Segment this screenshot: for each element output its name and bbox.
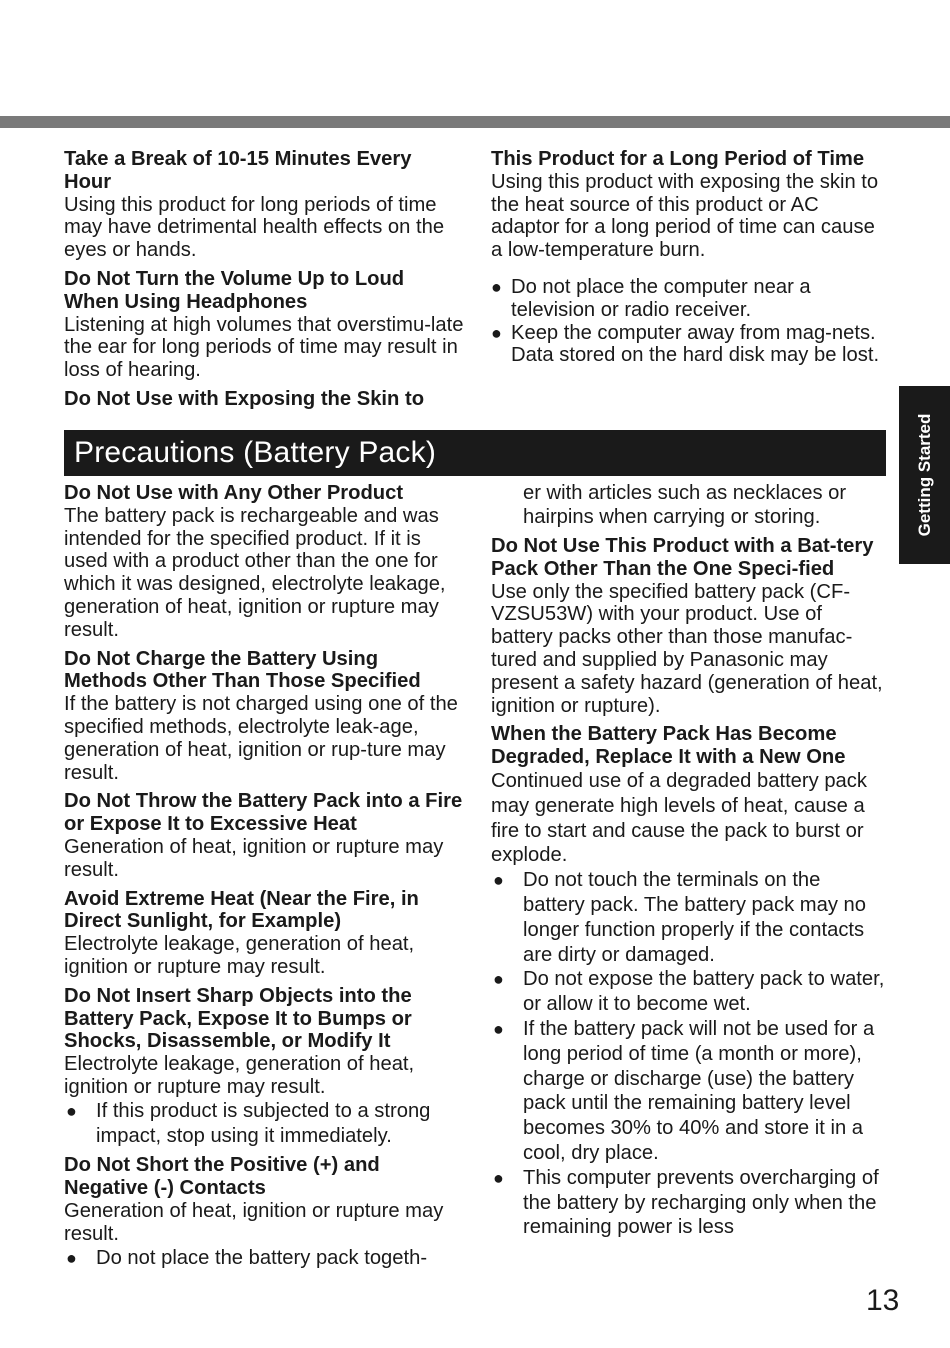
section-body: Generation of heat, ignition or rupture may result.: [64, 835, 444, 881]
section-body: If the battery is not charged using one of the specified methods, electrolyte leak-age, generation of heat, ignition or rup-ture may result.: [64, 693, 458, 784]
section-body: Using this product with exposing the skin to the heat source of this product or AC adaptor for a long period of time can cause a low-temperature burn.: [491, 170, 879, 262]
continued-bullet: [491, 482, 886, 529]
section-heading: Do Not Throw the Battery Pack into a Fire or Expose It to Excessive Heat: [64, 790, 463, 836]
section-body: Using this product for long periods of time may have detrimental health effects on the eyes or hands.: [64, 193, 445, 262]
section-body: Use only the specified battery pack (CF-VZSU53W) with your product. Use of battery packs other than those manufac-tured and supplied by Panasonic may present a safety hazard (generation of heat, ignition or rupture).: [491, 580, 883, 717]
bottom-left-column: [64, 482, 464, 1276]
section-degraded: [491, 723, 886, 868]
bullet-icon: ●: [66, 1100, 77, 1121]
section-heading: Avoid Extreme Heat (Near the Fire, in Direct Sunlight, for Example): [64, 887, 419, 933]
bullet-icon: ●: [493, 969, 504, 990]
section-short-contacts: [64, 1154, 464, 1270]
section-heading: When the Battery Pack Has Become Degraded, Replace It with a New One: [491, 723, 846, 769]
section-body: Continued use of a degraded battery pack may generate high levels of heat, cause a fire to start and cause the pack to burst or explode.: [491, 769, 867, 867]
section-body: Electrolyte leakage, generation of heat, ignition or rupture may result.: [64, 933, 415, 978]
section-charge-methods: [64, 648, 464, 785]
section-sharp-objects: [64, 985, 464, 1149]
bullet-icon: ●: [493, 1167, 504, 1188]
section-volume: [64, 268, 464, 382]
bullet-list: [64, 1246, 464, 1271]
section-body: Generation of heat, ignition or rupture may result.: [64, 1199, 444, 1245]
list-item: ● Do not expose the battery pack to water, or allow it to become wet.: [493, 968, 885, 1016]
section-heading: Do Not Short the Positive (+) and Negative (-) Contacts: [64, 1154, 380, 1200]
section-heading: Take a Break of 10-15 Minutes Every Hour: [64, 148, 412, 193]
list-item: ● Do not place the computer near a television or radio receiver.: [491, 275, 811, 321]
section-heading: Do Not Use with Exposing the Skin to: [64, 387, 425, 410]
bottom-right-column: [491, 482, 886, 1240]
section-other-battery: [491, 535, 886, 717]
bullet-icon: ●: [66, 1247, 77, 1268]
section-other-product: [64, 482, 464, 642]
list-item: ● Do not touch the terminals on the battery pack. The battery pack may no longer function properly if the contacts are dirty or damaged.: [493, 869, 866, 966]
bullet-icon: ●: [491, 276, 502, 297]
top-left-column: [64, 148, 464, 417]
page-number: 13: [866, 1284, 900, 1317]
side-tab: [899, 386, 950, 564]
list-item: ● If the battery pack will not be used for a long period of time (a month or more), charge or discharge (use) the battery pack until the remaining battery level becomes 30% to 40% and store it in a cool, dry place.: [493, 1017, 875, 1164]
bullet-icon: ●: [493, 1018, 504, 1039]
section-fire: [64, 790, 464, 881]
bullet-icon: ●: [493, 870, 504, 891]
section-heading: This Product for a Long Period of Time: [491, 148, 865, 170]
list-item: ● If this product is subjected to a strong impact, stop using it immediately.: [66, 1099, 431, 1147]
side-tab-label: Getting Started: [914, 413, 934, 537]
bullet-list: [64, 1099, 464, 1149]
section-body: The battery pack is rechargeable and was intended for the specified product. If it is used with a product other than the one for which it was designed, electrolyte leakage, generation of heat, ignition or rupture may result.: [64, 504, 446, 641]
section-banner: Precautions (Battery Pack): [64, 430, 886, 476]
section-body: Listening at high volumes that overstimu-late the ear for long periods of time may result in loss of hearing.: [64, 313, 464, 382]
bullet-list: [491, 868, 886, 1240]
continued-text: er with articles such as necklaces or hairpins when carrying or storing.: [523, 482, 847, 528]
section-take-a-break: [64, 148, 464, 262]
list-item: ● Keep the computer away from mag-nets. Data stored on the hard disk may be lost.: [491, 321, 880, 367]
section-extreme-heat: [64, 888, 464, 979]
section-heading: Do Not Use This Product with a Bat-tery Pack Other Than the One Speci-fied: [491, 535, 874, 580]
list-item: ● Do not place the battery pack togeth-: [66, 1246, 428, 1269]
section-exposing-skin: [64, 388, 464, 411]
top-right-column: [491, 148, 886, 367]
header-bar: [0, 116, 950, 128]
section-heading: Do Not Turn the Volume Up to Loud When Using Headphones: [64, 267, 405, 313]
section-heading: Do Not Insert Sharp Objects into the Battery Pack, Expose It to Bumps or Shocks, Disassemble, or Modify It: [64, 984, 412, 1053]
section-heading: Do Not Use with Any Other Product: [64, 482, 404, 504]
bullet-icon: ●: [491, 322, 502, 343]
section-body: Electrolyte leakage, generation of heat, ignition or rupture may result.: [64, 1053, 415, 1098]
list-item: ● This computer prevents overcharging of the battery by recharging only when the remaining power is less: [493, 1166, 879, 1239]
bullet-list: [491, 276, 886, 367]
section-heading: Do Not Charge the Battery Using Methods Other Than Those Specified: [64, 647, 421, 693]
